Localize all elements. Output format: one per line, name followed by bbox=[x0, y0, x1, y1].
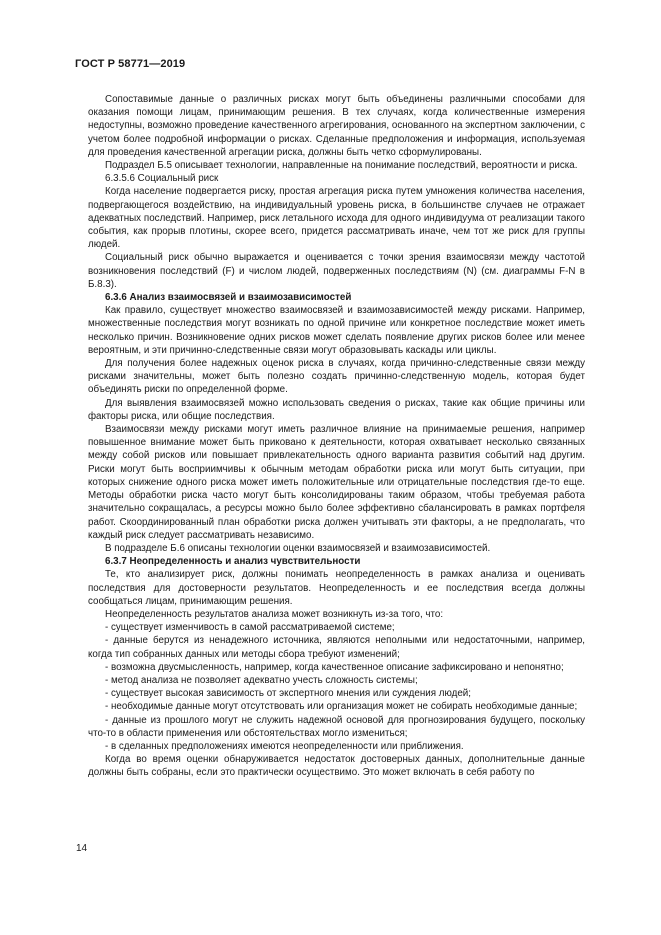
paragraph: Как правило, существует множество взаимосвязей и взаимозависимостей между рисками. Например, множественные последствия могут возникать по одной причине или конкретное последствие может иметь несколько причин. Возникновение одних рисков может сделать появление других рисков более или менее вероятным, и эти причинно-следственные связи могут образовывать каскады или циклы. bbox=[88, 305, 585, 356]
subsection-heading: 6.3.5.6 Социальный риск bbox=[105, 173, 219, 185]
section-heading: 6.3.7 Неопределенность и анализ чувствительности bbox=[105, 556, 361, 568]
list-item: - возможна двусмысленность, например, когда качественное описание зафиксировано и непонятно; bbox=[105, 661, 564, 673]
paragraph: Взаимосвязи между рисками могут иметь различное влияние на принимаемые решения, например повышенное внимание может быть приковано к деятельности, которая охватывает несколько связанных между собой рисков или повышает привлекательность одного варианта развития событий над другим. Риски могут быть восприимчивы к обычным методам обработки риска или могут быть ситуации, при которых снижение одного риска может иметь положительные или отрицательные последствия где-то еще. Методы обработки риска часто могут быть консолидированы таким образом, чтобы требуемая работа значительно сокращалась, а ресурсы можно было более эффективно сбалансировать в рамках портфеля работ. Скоординированный план обработки риска должен учитывать эти факторы, а не предполагать, что каждый риск следует рассматривать независимо. bbox=[88, 424, 585, 541]
list-item: - необходимые данные могут отсутствовать или организация может не собирать необходимые данные; bbox=[105, 701, 578, 713]
list-item: - метод анализа не позволяет адекватно учесть сложность системы; bbox=[105, 674, 418, 686]
paragraph: Когда население подвергается риску, простая агрегация риска путем умножения количества населения, подвергающегося воздействию, на индивидуальный уровень риска, в большинстве случаев не отражает адекватных последствий. Например, риск летального исхода для одного индивидуума от реализации такого события, как прорыв плотины, скорее всего, придется рассматривать иначе, чем тот же риск для группы людей. bbox=[88, 186, 585, 251]
list-item: - существует высокая зависимость от экспертного мнения или суждения людей; bbox=[105, 688, 471, 700]
paragraph: Те, кто анализирует риск, должны понимать неопределенность в рамках анализа и оценивать последствия для достоверности результатов. Неопределенность и ее последствия всегда должны сообщаться лицам, принимающим решения. bbox=[88, 569, 585, 607]
paragraph: Для выявления взаимосвязей можно использовать сведения о рисках, такие как общие причины или факторы риска, или общие последствия. bbox=[88, 397, 585, 422]
paragraph: Когда во время оценки обнаруживается недостаток достоверных данных, дополнительные данные должны быть собраны, если это практически осуществимо. Это может включать в себя работу по bbox=[88, 754, 585, 779]
list-item: - в сделанных предположениях имеются неопределенности или приближения. bbox=[105, 740, 464, 752]
paragraph: Для получения более надежных оценок риска в случаях, когда причинно-следственные связи между рисками значительны, может быть полезно создать причинно-следственную модель, которая будет объединять риски по определенной форме. bbox=[88, 358, 585, 396]
list-item: - существует изменчивость в самой рассматриваемой системе; bbox=[105, 622, 395, 634]
paragraph: Неопределенность результатов анализа может возникнуть из-за того, что: bbox=[105, 608, 444, 620]
list-item: - данные из прошлого могут не служить надежной основой для прогнозирования будущего, поскольку что-то в области применения или обстоятельствах могло измениться; bbox=[88, 714, 585, 739]
paragraph: Сопоставимые данные о различных рисках могут быть объединены различными способами для оказания помощи лицам, принимающим решения. В тех случаях, когда количественные измерения недоступны, возможно проведение качественного агрегирования, основанного на экспертном заключении, с учетом более подробной информации о рисках. Сделанные предположения и информация, используемая для проведения качественной агрегации риска, должны быть четко сформулированы. bbox=[88, 94, 585, 158]
section-heading: 6.3.6 Анализ взаимосвязей и взаимозависимостей bbox=[105, 292, 352, 304]
document-body bbox=[88, 93, 585, 780]
paragraph: Социальный риск обычно выражается и оценивается с точки зрения взаимосвязи между частотой возникновения последствий (F) и числом людей, подверженных последствиям (N) (см. диаграммы F-N в Б.8.3). bbox=[88, 252, 585, 290]
paragraph: В подразделе Б.6 описаны технологии оценки взаимосвязей и взаимозависимостей. bbox=[105, 542, 491, 554]
list-item: - данные берутся из ненадежного источника, являются неполными или недостаточными, например, когда тип собранных данных или методы сбора требуют изменений; bbox=[88, 635, 585, 660]
document-header: ГОСТ Р 58771—2019 bbox=[75, 58, 186, 70]
paragraph: Подраздел Б.5 описывает технологии, направленные на понимание последствий, вероятности и риска. bbox=[105, 160, 578, 172]
page-number: 14 bbox=[76, 843, 88, 854]
